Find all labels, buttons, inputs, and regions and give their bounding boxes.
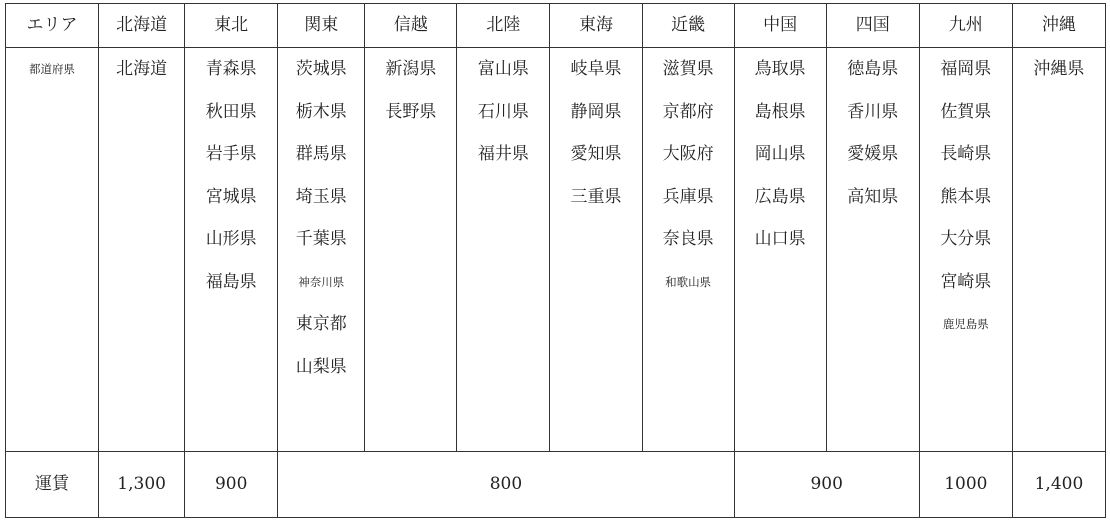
- prefecture-name: 福井県: [477, 144, 529, 164]
- prefecture-name: 広島県: [754, 186, 806, 207]
- prefectures-chugoku: [734, 48, 826, 452]
- prefecture-name: 徳島県: [847, 59, 899, 79]
- header-area-shikoku: 四国: [826, 4, 919, 48]
- prefecture-name: 佐賀県: [940, 101, 992, 122]
- prefecture-name: 鳥取県: [754, 59, 806, 79]
- prefecture-name: 山梨県: [295, 356, 347, 377]
- prefecture-name: 群馬県: [295, 144, 347, 164]
- prefectures-shikoku: [826, 48, 919, 452]
- prefecture-name: 静岡県: [570, 101, 622, 122]
- prefecture-name: 和歌山県: [665, 274, 712, 289]
- prefecture-name: 宮城県: [205, 186, 257, 207]
- prefecture-name: 岐阜県: [570, 59, 622, 79]
- header-area-hokkaido: 北海道: [99, 4, 185, 48]
- prefecture-name: 青森県: [205, 59, 257, 79]
- header-area-hokuriku: 北陸: [457, 4, 550, 48]
- fare-tohoku: 900: [185, 452, 278, 518]
- header-area-kyushu: 九州: [919, 4, 1012, 48]
- prefecture-name: 秋田県: [205, 101, 257, 122]
- prefecture-name: 鹿児島県: [942, 317, 989, 331]
- prefecture-name: 大阪府: [662, 144, 714, 164]
- prefecture-name: 沖縄県: [1033, 59, 1085, 79]
- prefecture-name: 三重県: [570, 186, 622, 207]
- prefecture-name: 埼玉県: [295, 186, 347, 207]
- prefecture-name: 島根県: [754, 101, 806, 122]
- prefecture-name: 山口県: [754, 229, 806, 249]
- header-area-tohoku: 東北: [185, 4, 278, 48]
- fare-row-label: 運賃: [6, 452, 99, 518]
- prefecture-name: 東京都: [295, 314, 347, 334]
- prefectures-tokai: [550, 48, 642, 452]
- prefectures-shinetsu: [365, 48, 457, 452]
- prefecture-row: [6, 48, 1106, 452]
- prefecture-row-label: 都道府県: [6, 48, 99, 452]
- header-area-tokai: 東海: [550, 4, 642, 48]
- prefecture-name: 宮崎県: [940, 271, 992, 292]
- shipping-fare-table: [5, 3, 1106, 518]
- prefecture-name: 石川県: [477, 101, 529, 122]
- fare-hokkaido: 1,300: [99, 452, 185, 518]
- prefecture-name: 滋賀県: [662, 59, 714, 79]
- fare-kyushu: 1000: [919, 452, 1012, 518]
- prefecture-name: 香川県: [847, 101, 899, 122]
- prefecture-name: 奈良県: [662, 229, 714, 249]
- prefecture-name: 高知県: [847, 186, 899, 207]
- prefecture-name: 愛媛県: [847, 144, 899, 164]
- header-area-label: エリア: [6, 4, 99, 48]
- prefecture-name: 茨城県: [295, 59, 347, 79]
- prefecture-name: 岡山県: [754, 144, 806, 164]
- fare-chugoku-shikoku: 900: [734, 452, 919, 518]
- prefectures-kinki: [642, 48, 734, 452]
- prefectures-hokkaido: [99, 48, 185, 452]
- prefecture-name: 富山県: [477, 59, 529, 79]
- prefecture-name: 神奈川県: [298, 274, 345, 289]
- prefectures-kyushu: [919, 48, 1012, 452]
- prefecture-name: 愛知県: [570, 144, 622, 164]
- prefecture-name: 新潟県: [385, 59, 437, 79]
- prefecture-name: 大分県: [940, 229, 992, 249]
- prefecture-name: 栃木県: [295, 101, 347, 122]
- fare-row: [6, 452, 1106, 518]
- header-area-shinetsu: 信越: [365, 4, 457, 48]
- prefectures-tohoku: [185, 48, 278, 452]
- prefecture-name: 長野県: [385, 101, 437, 122]
- prefecture-name: 岩手県: [205, 144, 257, 164]
- prefectures-okinawa: [1012, 48, 1105, 452]
- prefecture-name: 長崎県: [940, 144, 992, 164]
- prefectures-kanto: [278, 48, 365, 452]
- fare-okinawa: 1,400: [1012, 452, 1105, 518]
- prefecture-name: 京都府: [662, 101, 714, 122]
- prefecture-name: 兵庫県: [662, 186, 714, 207]
- prefecture-name: 北海道: [116, 59, 168, 79]
- prefecture-name: 熊本県: [940, 186, 992, 207]
- header-area-chugoku: 中国: [734, 4, 826, 48]
- prefectures-hokuriku: [457, 48, 550, 452]
- header-area-kinki: 近畿: [642, 4, 734, 48]
- fare-kanto-to-kinki: 800: [278, 452, 734, 518]
- header-area-kanto: 関東: [278, 4, 365, 48]
- header-row: [6, 4, 1106, 48]
- prefecture-name: 福岡県: [940, 59, 992, 79]
- prefecture-name: 福島県: [205, 271, 257, 292]
- prefecture-name: 千葉県: [295, 229, 347, 249]
- prefecture-name: 山形県: [205, 229, 257, 249]
- header-area-okinawa: 沖縄: [1012, 4, 1105, 48]
